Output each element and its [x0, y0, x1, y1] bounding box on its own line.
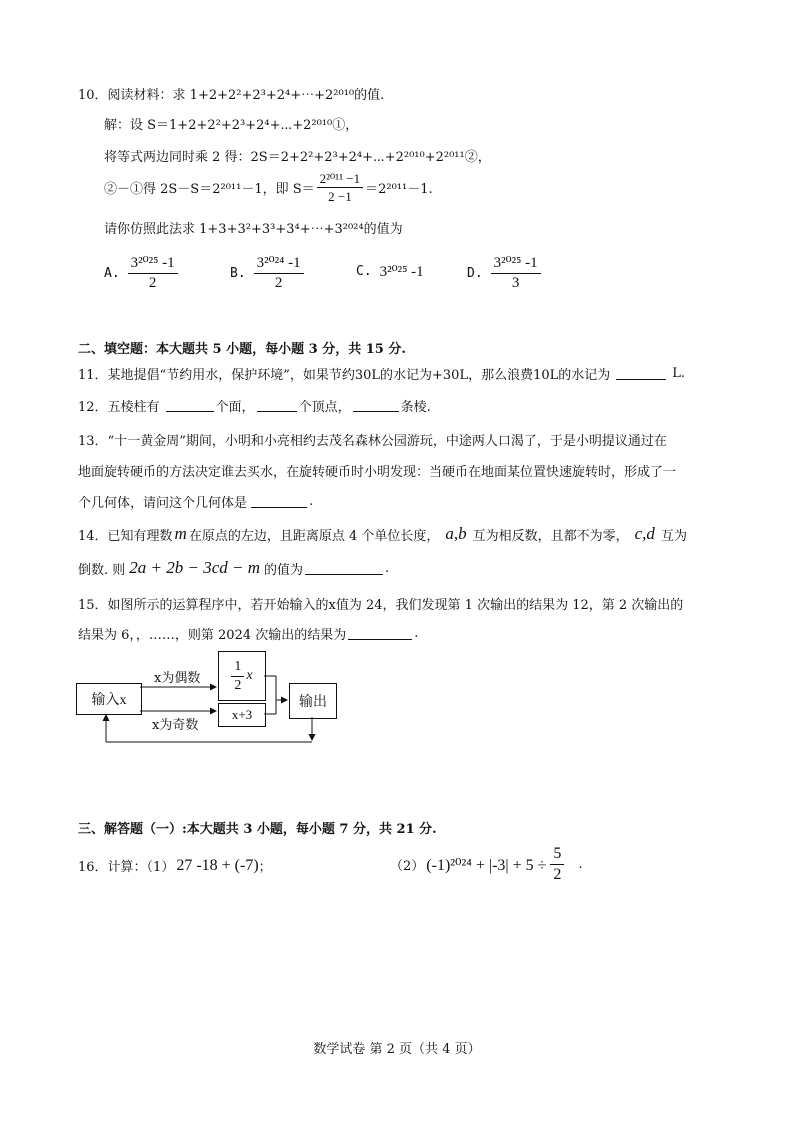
q14-text-d: 互为 [660, 528, 687, 544]
q10-ask: 请你仿照此法求 1+3+3²+3³+3⁴+⋯+3²⁰²⁴的值为 [104, 222, 403, 237]
option-d-denominator: 3 [511, 275, 520, 291]
flow-arrow-plus3-to-output [264, 700, 276, 714]
q16-label: 16．计算：（1） [78, 860, 175, 875]
flow-even-label: x为偶数 [154, 671, 201, 686]
q14-expression: 2a + 2b − 3cd − m [129, 558, 261, 577]
option-d-label: D. [467, 266, 483, 281]
q10-fraction-denominator: 2 −1 [328, 189, 352, 204]
flow-odd-label: x为奇数 [152, 718, 199, 733]
flow-half-numerator: 1 [231, 660, 244, 677]
q10-solution-line3-b: ＝2²⁰¹¹－1. [365, 182, 433, 197]
flow-output-label: 输出 [299, 694, 327, 710]
q10-solution-line3-a: ②－①得 2S－S＝2²⁰¹¹－1，即 S＝ [104, 182, 315, 197]
q13-line3-text: 个几何体，请问这个几何体是 [78, 496, 248, 511]
q16-separator: ； [258, 860, 272, 875]
q11-tail: L. [672, 366, 686, 381]
q14-ab: a,b [445, 524, 467, 543]
option-b-numerator: 3²⁰²⁴ -1 [254, 256, 304, 274]
q14-end: . [385, 560, 390, 576]
q14-m: m [174, 524, 187, 543]
q15-line1: 15．如图所示的运算程序中，若开始输入的x值为 24，我们发现第 1 次输出的结果为 12，第 2 次输出的 [78, 598, 684, 613]
flow-plus3-label: x+3 [231, 707, 253, 722]
option-d-numerator: 3²⁰²⁵ -1 [491, 256, 541, 274]
q16-label2: （2） [390, 859, 425, 874]
q14-text-a: 14．已知有理数 [78, 528, 173, 544]
q15-end: . [414, 626, 419, 641]
page-footer: 数学试卷 第 2 页（共 4 页） [313, 1042, 481, 1057]
q10-solution-line1: 解：设 S＝1+2+2²+2³+2⁴+⋯+2²⁰¹⁰①， [104, 118, 359, 133]
q14-cd: c,d [634, 524, 655, 543]
q16-fraction-numerator: 5 [550, 846, 564, 865]
q16-fraction [550, 846, 564, 883]
q12-text-b: 个面， [215, 400, 255, 415]
option-c-label: C. [356, 264, 372, 279]
option-a-label: A. [104, 266, 120, 281]
q13-line1: 13．“十一黄金周”期间，小明和小亮相约去茂名森林公园游玩，中途两人口渴了，于是小明提议通过在 [78, 434, 667, 449]
q16-part2 [390, 846, 583, 883]
option-a-denominator: 2 [148, 275, 157, 291]
q14-text-e: 倒数. 则 [78, 562, 126, 578]
q14-text-b: 在原点的左边，且距离原点 4 个单位长度， [188, 528, 440, 544]
q16-part1 [78, 856, 272, 875]
q16-expression2: (-1)²⁰²⁴ + |-3| + 5 ÷ [426, 856, 547, 874]
q10-fraction-numerator: 2²⁰¹¹ −1 [317, 172, 364, 188]
flow-input-label: 输入x [91, 693, 127, 708]
flow-arrow-half-to-output [264, 676, 287, 700]
q16-end: . [578, 857, 583, 872]
q13-line3-end: . [309, 494, 314, 509]
q12-text-a: 12．五棱柱有 [78, 400, 160, 415]
q12-text-c: 个顶点， [298, 400, 351, 415]
q16-expression1: 27 -18 + (-7) [176, 856, 259, 874]
q15-line2-text: 结果为 6，，……，则第 2024 次输出的结果为 [78, 628, 347, 643]
section3-title: 三、解答题（一）:本大题共 3 小题，每小题 7 分，共 21 分. [78, 822, 437, 837]
flow-loop-arrow [106, 715, 312, 742]
option-c-expression: 3²⁰²⁵ -1 [379, 264, 424, 280]
option-b-label: B. [230, 266, 246, 281]
option-b-denominator: 2 [274, 275, 283, 291]
q14-text-c: 互为相反数，且都不为零， [472, 528, 629, 544]
flow-half-variable: x [246, 668, 253, 683]
q11-text: 11．某地提倡“节约用水，保护环境”，如果节约30L的水记为+30L，那么浪费10L的水记为 [78, 368, 611, 383]
option-a-numerator: 3²⁰²⁵ -1 [128, 256, 178, 274]
q14-text-f: 的值为 [264, 562, 304, 578]
q13-line2: 地面旋转硬币的方法决定谁去买水，在旋转硬币时小明发现：当硬币在地面某位置快速旋转时，形成了一 [78, 465, 677, 480]
q10-stem: 10．阅读材料：求 1+2+2²+2³+2⁴+⋯+2²⁰¹⁰的值. [78, 88, 385, 103]
flow-half-denominator: 2 [234, 677, 242, 693]
q16-fraction-denominator: 2 [553, 866, 562, 883]
q12-text-d: 条棱. [400, 400, 431, 415]
q10-solution-line2: 将等式两边同时乘 2 得：2S＝2+2²+2³+2⁴+⋯+2²⁰¹⁰+2²⁰¹¹②， [104, 150, 491, 165]
section2-title: 二、填空题：本大题共 5 小题，每小题 3 分，共 15 分. [78, 342, 406, 357]
